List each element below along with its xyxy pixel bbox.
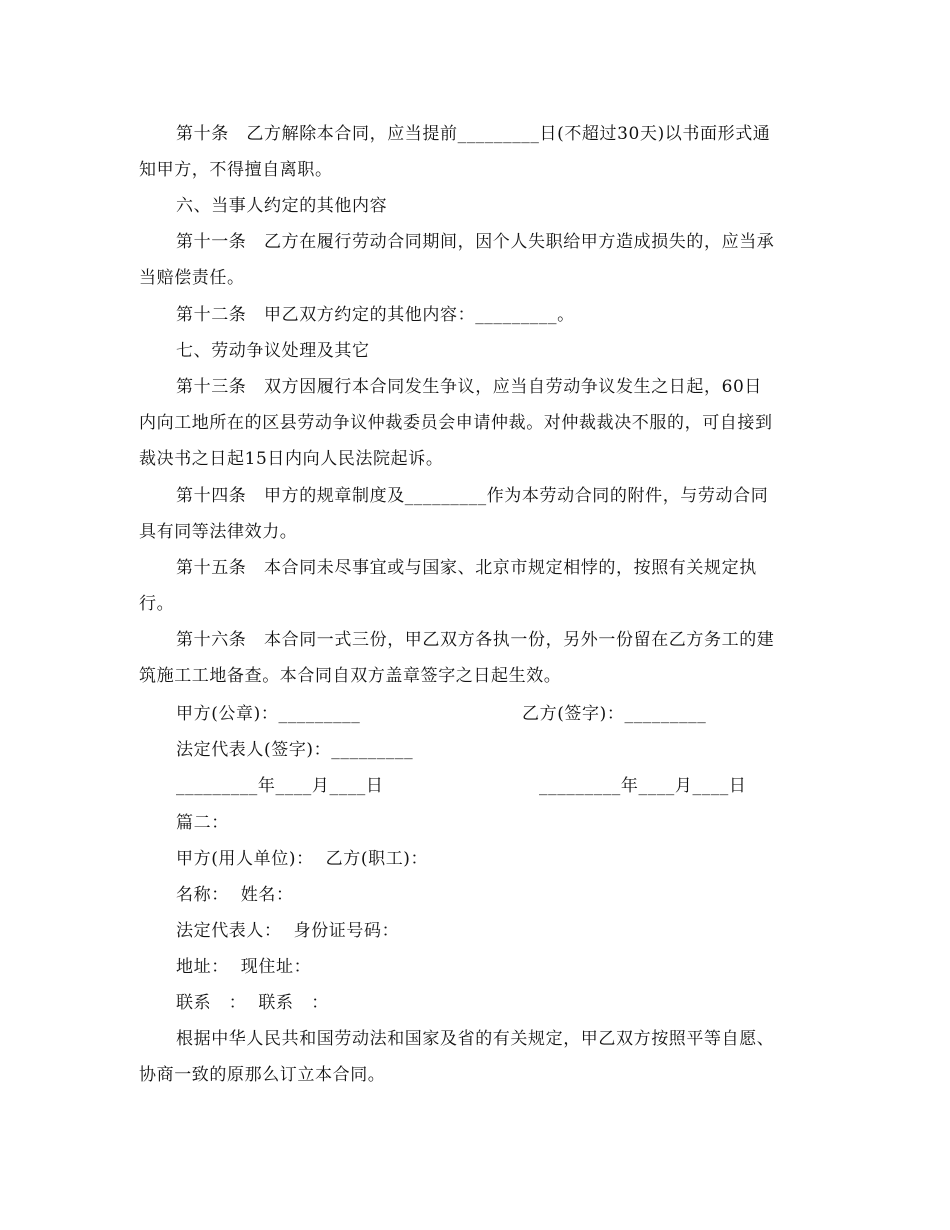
party-row-contact: 联系 ： 联系 ：	[176, 993, 329, 1013]
clause-10-line-1: 第十条 乙方解除本合同，应当提前_________日(不超过30天)以书面形式通	[176, 124, 771, 144]
party-row-name: 名称： 姓名：	[176, 885, 294, 905]
clause-16-line-2: 筑施工工地备查。本合同自双方盖章签字之日起生效。	[139, 666, 562, 686]
clause-11-line-1: 第十一条 乙方在履行劳动合同期间，因个人失职给甲方造成损失的，应当承	[176, 232, 775, 252]
intro-line-2: 协商一致的原那么订立本合同。	[139, 1065, 386, 1085]
clause-12: 第十二条 甲乙双方约定的其他内容：_________。	[176, 305, 575, 325]
party-row-address: 地址： 现住址：	[176, 957, 312, 977]
section-6-heading: 六、当事人约定的其他内容	[176, 196, 388, 216]
part-2-heading: 篇二：	[176, 813, 229, 833]
party-a-date: _________年____月____日	[176, 776, 384, 796]
party-row-employer: 甲方(用人单位)： 乙方(职工)：	[176, 849, 429, 869]
clause-13-line-2: 内向工地所在的区县劳动争议仲裁委员会申请仲裁。对仲裁裁决不服的，可自接到	[139, 413, 773, 433]
party-b-date: _________年____月____日	[539, 776, 747, 796]
clause-10-line-2: 知甲方，不得擅自离职。	[139, 160, 333, 180]
clause-13-line-1: 第十三条 双方因履行本合同发生争议，应当自劳动争议发生之日起，60日	[176, 377, 763, 397]
intro-line-1: 根据中华人民共和国劳动法和国家及省的有关规定，甲乙双方按照平等自愿、	[176, 1029, 775, 1049]
clause-16-line-1: 第十六条 本合同一式三份，甲乙双方各执一份，另外一份留在乙方务工的建	[176, 630, 775, 650]
party-row-legal-rep: 法定代表人： 身份证号码：	[176, 921, 400, 941]
party-a-seal: 甲方(公章)：_________	[176, 704, 361, 724]
clause-14-line-2: 具有同等法律效力。	[139, 522, 298, 542]
clause-11-line-2: 当赔偿责任。	[139, 268, 245, 288]
clause-14-line-1: 第十四条 甲方的规章制度及_________作为本劳动合同的附件，与劳动合同	[176, 486, 769, 506]
clause-13-line-3: 裁决书之日起15日内向人民法院起诉。	[139, 449, 444, 469]
section-7-heading: 七、劳动争议处理及其它	[176, 341, 370, 361]
legal-rep-signature: 法定代表人(签字)：_________	[176, 740, 414, 760]
clause-15-line-1: 第十五条 本合同未尽事宜或与国家、北京市规定相悖的，按照有关规定执	[176, 558, 757, 578]
party-b-signature: 乙方(签字)：_________	[522, 704, 707, 724]
clause-15-line-2: 行。	[139, 594, 175, 614]
